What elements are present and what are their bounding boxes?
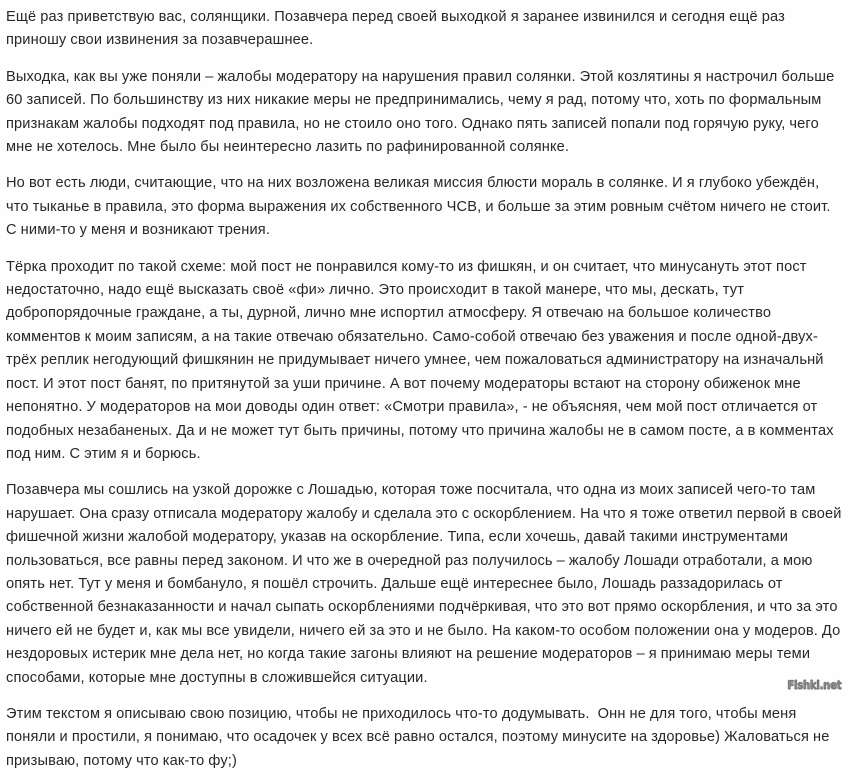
paragraph: Но вот есть люди, считающие, что на них возложена великая миссия блюсти мораль в солянке. И я глубоко убеждён, что тыканье в правила, это форма выражения их собственного ЧСВ, и больше за этим ровным счётом ничего не стоит. С ними-то у меня и возникают трения. [6, 175, 835, 239]
paragraph: Ещё раз приветствую вас, солянщики. Позавчера перед своей выходкой я заранее извинился и сегодня ещё раз приношу свои извинения за позавчерашнее. [6, 9, 790, 49]
paragraph: Позавчера мы сошлись на узкой дорожке с Лошадью, которая тоже посчитала, что одна из моих записей чего-то там нарушает. Она сразу отписала модератору жалобу и сделала это с оскорблением. На что я тоже ответил первой в своей фишечной жизни жалобой модератору, указав на оскорбление. Типа, если хочешь, давай такими инструментами пользоваться, все равны перед законом. И что же в очередной раз получилось – жалобу Лошади отработали, а мою опять нет. Тут у меня и бомбануло, я пошёл строчить. Дальше ещё интереснее было, Лошадь раззадорилась от собственной безнаказанности и начал сыпать оскорблениями подчёркивая, что это вот прямо оскорбления, и что за это ничего ей не будет и, как мы все увидели, ничего ей за это и не было. На каком-то особом положении она у модеров. До нездоровых истерик мне дела нет, но когда такие загоны влияют на решение модераторов – я принимаю меры теми способами, которые мне доступны в сложившейся ситуации. [6, 482, 846, 686]
paragraph: Этим текстом я описываю свою позицию, чтобы не приходилось что-то додумывать. Онн не для того, чтобы меня поняли и простили, я понимаю, что осадочек у всех всё равно остался, поэтому минусите на здоровье) Жаловаться не призываю, потому что как-то фу;) [6, 705, 834, 769]
article-body [6, 6, 844, 773]
paragraph: Выходка, как вы уже поняли – жалобы модератору на нарушения правил солянки. Этой козлятины я настрочил больше 60 записей. По большинству из них никакие меры не предпринимались, чему я рад, потому что, хоть по формальным признакам жалобы подходят под правила, но не стоило оно того. Однако пять записей попали под горячую руку, чего мне не хотелось. Мне было бы неинтересно лазить по рафинированной солянке. [6, 68, 839, 156]
paragraph: Тёрка проходит по такой схеме: мой пост не понравился кому-то из фишкян, и он считает, что минусануть этот пост недостаточно, надо ещё высказать своё «фи» лично. Это происходит в такой манере, что мы, дескать, тут добропорядочные граждане, а ты, дурной, лично мне испортил атмосферу. Я отвечаю на большое количество комментов к моим записям, а на такие отвечаю обязательно. Само-собой отвечаю без уважения и после одной-двух-трёх реплик негодующий фишкянин не придумывает ничего умнее, чем пожаловаться администратору на изначальнй пост. И этот пост банят, по притянутой за уши причине. А вот почему модераторы встают на сторону обиженок мне непонятно. У модераторов на мои доводы один ответ: «Смотри правила», - не объясняя, чем мой пост отличается от подобных незабаненых. Да и не может тут быть причины, потому что причина жалобы не в самом посте, а в комментах под ним. С этим я и борюсь. [6, 258, 838, 462]
fishki-net-watermark: Fishki.net [787, 678, 841, 692]
